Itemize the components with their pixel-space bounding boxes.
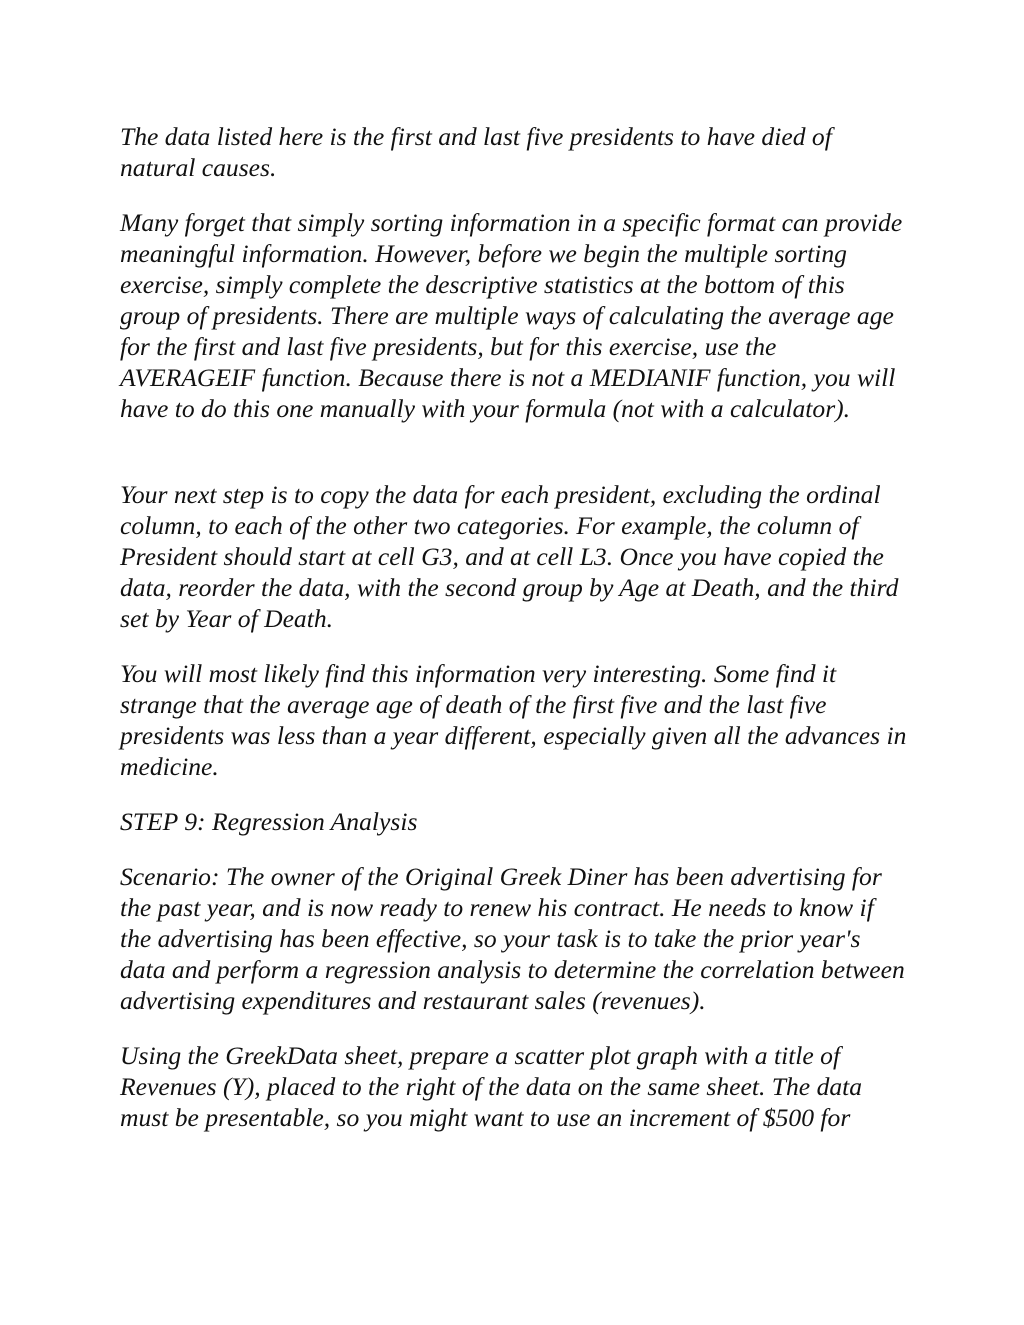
paragraph-descriptive-statistics: Many forget that simply sorting information in a specific format can provide meaningful information. However, before we begin the multiple sorting exercise, simply complete the descriptive statistics at the bottom of this group of presidents. There are multiple ways of calculating the average age for the first and last five presidents, but for this exercise, use the AVERAGEIF function. Because there is not a MEDIANIF function, you will have to do this one manually with your formula (not with a calculator). [120,208,903,423]
document-page [120,121,910,1157]
paragraph-observation: You will most likely find this information very interesting. Some find it strange that the average age of death of the first five and the last five presidents was less than a year different, especially given all the advances in medicine. [120,659,907,781]
paragraph-scenario: Scenario: The owner of the Original Greek Diner has been advertising for the past year, and is now ready to renew his contract. He needs to know if the advertising has been effective, so your task is to take the prior year's data and perform a regression analysis to determine the correlation between advertising expenditures and restaurant sales (revenues). [120,862,905,1015]
paragraph-intro: The data listed here is the first and last five presidents to have died of natural causes. [120,122,832,182]
step-heading: STEP 9: Regression Analysis [120,807,418,836]
paragraph-scatter-plot: Using the GreekData sheet, prepare a scatter plot graph with a title of Revenues (Y), placed to the right of the data on the same sheet. The data must be presentable, so you might want to use an increment of $500 for [120,1041,863,1132]
paragraph-copy-data: Your next step is to copy the data for each president, excluding the ordinal column, to each of the other two categories. For example, the column of President should start at cell G3, and at cell L3. Once you have copied the data, reorder the data, with the second group by Age at Death, and the third set by Year of Death. [120,480,899,633]
